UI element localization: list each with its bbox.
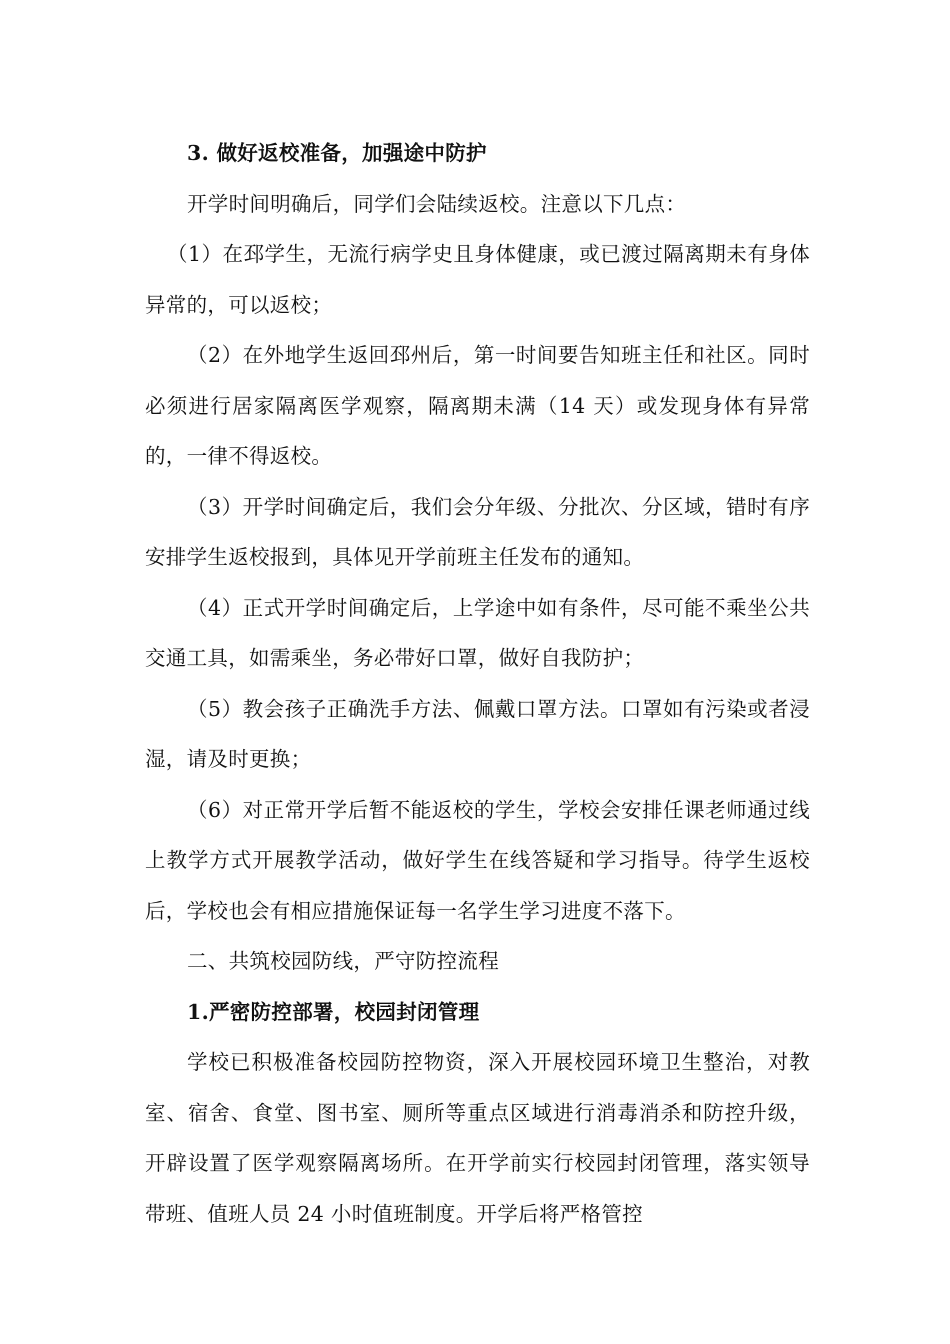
paragraph-item-6: （6）对正常开学后暂不能返校的学生，学校会安排任课老师通过线上教学方式开展教学活动，做好学生在线答疑和学习指导。待学生返校后，学校也会有相应措施保证每一名学生学习进度不落下。 (145, 797, 810, 923)
section-heading-return-prep: 3. 做好返校准备，加强途中防护 (187, 141, 487, 165)
subsection-heading-closed-management: 1.严密防控部署，校园封闭管理 (187, 999, 480, 1024)
section-heading-campus-defense: 二、共筑校园防线，严守防控流程 (187, 949, 499, 973)
paragraph-item-4: （4）正式开学时间确定后，上学途中如有条件，尽可能不乘坐公共交通工具，如需乘坐，务必带好口罩，做好自我防护； (145, 595, 810, 670)
paragraph-intro: 开学时间明确后，同学们会陆续返校。注意以下几点： (187, 191, 687, 216)
paragraph-item-2: （2）在外地学生返回邳州后，第一时间要告知班主任和社区。同时必须进行居家隔离医学观察，隔离期未满（14 天）或发现身体有异常的，一律不得返校。 (145, 343, 810, 468)
paragraph-item-3: （3）开学时间确定后，我们会分年级、分批次、分区域，错时有序安排学生返校报到，具体见开学前班主任发布的通知。 (145, 494, 810, 569)
paragraph-item-1: （1）在邳学生，无流行病学史且身体健康，或已渡过隔离期未有身体异常的，可以返校； (145, 242, 810, 317)
paragraph-item-5: （5）教会孩子正确洗手方法、佩戴口罩方法。口罩如有污染或者浸湿，请及时更换； (145, 696, 810, 771)
paragraph-campus-measures: 学校已积极准备校园防控物资，深入开展校园环境卫生整治，对教室、宿舍、食堂、图书室、厕所等重点区域进行消毒消杀和防控升级，开辟设置了医学观察隔离场所。在开学前实行校园封闭管理，落实领导带班、值班人员 24 小时值班制度。开学后将严格管控 (145, 1050, 810, 1226)
document-body (145, 128, 810, 1239)
